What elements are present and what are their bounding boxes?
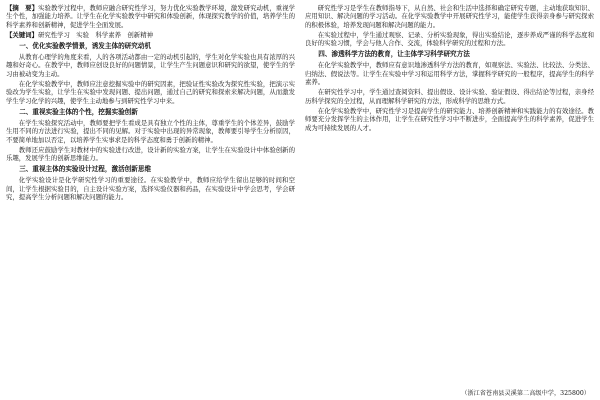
abstract bbox=[6, 4, 295, 29]
author-address: （浙江省苍南县灵溪第二高级中学，325800） bbox=[461, 390, 590, 397]
section-2-paragraph: 教师还应鼓励学生对教材中的实验进行改进，设计新的实验方案，让学生在实验设计中体验创新的乐趣，发展学生的创新思维能力。 bbox=[6, 145, 295, 163]
section-1-paragraph: 从教育心理学的角度来看，人的各项活动都由一定的动机引起的，学生对化学实验也具有浓厚的兴趣和好奇心。在教学中，教师应创设良好的问题情景，让学生产生问题意识和研究的欲望，使学生的学习由被动变为主动。 bbox=[6, 53, 295, 78]
body-paragraph: 研究性学习是学生在教师指导下，从自然、社会和生活中选择和确定研究专题，主动地获取知识、应用知识、解决问题的学习活动。在化学实验教学中开展研究性学习，能使学生获得亲身参与研究探索的积极体验，培养发现问题和解决问题的能力。 bbox=[305, 4, 594, 29]
two-column-layout bbox=[6, 4, 594, 394]
abstract-text: 实验教学过程中，教师应融合研究性学习，努力优化实验教学环境，激发研究动机，重视学生个性，加强能力培养。让学生在化学实验教学中研究和体验创新，体现探究教学的价值，培养学生的科学素养和创新精神，促进学生全面发展。 bbox=[6, 4, 295, 29]
keywords-text: 研究性学习 实验 科学素养 创新精神 bbox=[37, 30, 153, 39]
section-2-paragraph: 在学生实验探究活动中，教师要把学生看成是具有独立个性的主体，尊重学生的个体差异，鼓励学生用不同的方法进行实验，提出不同的见解。对于实验中出现的异常现象，教师要引导学生分析原因，不要简单地加以否定，以培养学生实事求是的科学态度和勇于创新的精神。 bbox=[6, 118, 295, 144]
section-4-paragraph: 在化学实验教学中，教师应有意识地渗透科学方法的教育，如观察法、实验法、比较法、分类法、归纳法、假说法等。让学生在实验中学习和运用科学方法，掌握科学研究的一般程序，提高学生的科学素养。 bbox=[305, 61, 594, 87]
left-column bbox=[6, 4, 295, 394]
section-4-paragraph: 在研究性学习中，学生通过查阅资料、提出假设、设计实验、验证假设、得出结论等过程，亲身经历科学探究的全过程，从而理解科学研究的方法，形成科学的思维方式。 bbox=[305, 88, 594, 105]
section-1-heading: 一、优化实验教学情景，诱发主体的研究动机 bbox=[19, 42, 152, 51]
keywords-label: 【关键词】 bbox=[6, 30, 38, 39]
section-4-heading: 四、渗透科学方法的教育，让主体学习科学研究方法 bbox=[318, 50, 470, 59]
right-column bbox=[305, 4, 594, 394]
section-4-paragraph: 在化学实验教学中，研究性学习是提高学生的研究能力、培养创新精神和实践能力的有效途径。教师要充分发挥学生的主体作用，让学生在研究性学习中不断进步，全面提高学生的科学素养，促进学生成为可持续发展的人才。 bbox=[305, 106, 594, 132]
section-1-paragraph: 在化学实验教学中，教师应注意挖掘实验中的研究因素，把验证性实验改为探究性实验，把演示实验改为学生实验，让学生在实验中发现问题、提出问题，通过自己的研究和探索来解决问题，从而激发学生学习化学的兴趣，使学生主动地参与到研究性学习中来。 bbox=[6, 80, 295, 105]
section-2-heading: 二、重视实验主体的个性，挖掘实验创新 bbox=[19, 107, 138, 116]
section-3-paragraph: 化学实验设计是化学研究性学习的重要途径。在实验教学中，教师应给学生留出足够的时间和空间，让学生根据实验目的，自主设计实验方案，选择实验仪器和药品，在实验设计中学会思考，学会研究，提高学生分析问题和解决问题的能力。 bbox=[6, 176, 295, 202]
keywords bbox=[6, 31, 295, 39]
body-paragraph: 在实验过程中，学生通过观察、记录、分析实验现象，得出实验结论，逐步养成严谨的科学态度和良好的实验习惯，学会与他人合作、交流，体验科学研究的过程和方法。 bbox=[305, 30, 594, 48]
abstract-label: 【摘 要】 bbox=[6, 4, 39, 12]
section-3-heading: 三、重视主体的实验设计过程，激活创新思维 bbox=[19, 165, 152, 174]
